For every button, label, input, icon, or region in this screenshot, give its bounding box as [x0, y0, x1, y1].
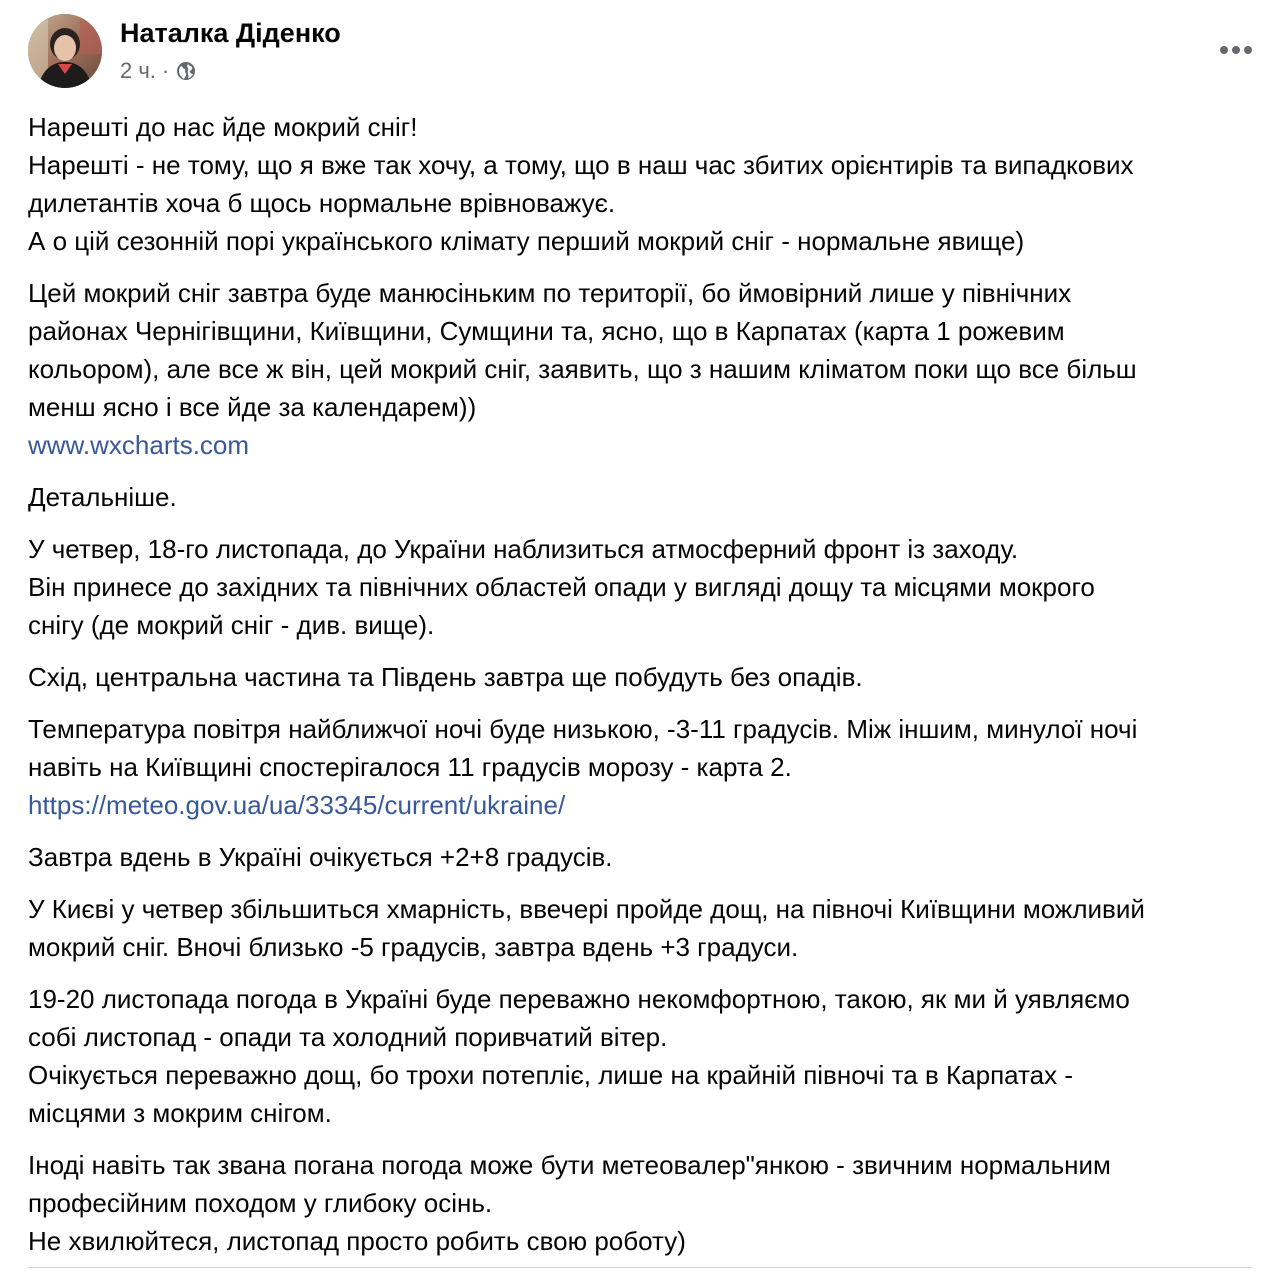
text-line: Завтра вдень в Україні очікується +2+8 градусів. [28, 842, 613, 872]
paragraph [28, 658, 1258, 696]
text-line: місцями з мокрим снігом. [28, 1098, 332, 1128]
avatar[interactable] [28, 14, 102, 88]
text-line: А о цій сезонній порі українського клімату перший мокрий сніг - нормальне явище) [28, 226, 1025, 256]
text-line: Не хвилюйтеся, листопад просто робить свою роботу) [28, 1226, 686, 1256]
author-name[interactable]: Наталка Діденко [120, 18, 341, 48]
text-line: професійним походом у глибоку осінь. [28, 1188, 493, 1218]
paragraph [28, 890, 1258, 966]
paragraph [28, 530, 1258, 644]
text-line: Цей мокрий сніг завтра буде манюсіньким по території, бо ймовірний лише у північних [28, 278, 1072, 308]
text-line: Іноді навіть так звана погана погода може бути метеовалер"янкою - звичним нормальним [28, 1150, 1111, 1180]
post-divider [28, 1267, 1252, 1268]
meta-separator: · [161, 58, 170, 83]
text-line: районах Чернігівщини, Київщини, Сумщини та, ясно, що в Карпатах (карта 1 рожевим [28, 316, 1065, 346]
text-line: Нарешті до нас йде мокрий сніг! [28, 112, 418, 142]
text-line: 19-20 листопада погода в Україні буде переважно некомфортною, такою, як ми й уявляємо [28, 984, 1130, 1014]
globe-icon[interactable] [175, 60, 197, 82]
paragraph [28, 478, 1258, 516]
text-line: У Києві у четвер збільшиться хмарність, ввечері пройде дощ, на півночі Київщини можливий [28, 894, 1145, 924]
text-line: снігу (де мокрий сніг - див. вище). [28, 610, 435, 640]
paragraph [28, 710, 1258, 824]
text-line: Температура повітря найближчої ночі буде низькою, -3-11 градусів. Між іншим, минулої ночі [28, 714, 1138, 744]
text-line: Нарешті - не тому, що я вже так хочу, а тому, що в наш час збитих орієнтирів та випадкових [28, 150, 1134, 180]
post-header [28, 14, 1252, 92]
text-line: Схід, центральна частина та Південь завтра ще побудуть без опадів. [28, 662, 863, 692]
post-time[interactable]: 2 ч. [120, 58, 156, 83]
text-line: Очікується переважно дощ, бо трохи потепліє, лише на крайній півночі та в Карпатах - [28, 1060, 1073, 1090]
paragraph [28, 838, 1258, 876]
text-line: Детальніше. [28, 482, 177, 512]
paragraph [28, 274, 1258, 464]
text-line: дилетантів хоча б щось нормальне врівноважує. [28, 188, 616, 218]
text-line: Він принесе до західних та північних областей опади у вигляді дощу та місцями мокрого [28, 572, 1095, 602]
post-meta [120, 58, 197, 84]
text-line: мокрий сніг. Вночі близько -5 градусів, завтра вдень +3 градуси. [28, 932, 799, 962]
text-line: навіть на Київщині спостерігалося 11 градусів морозу - карта 2. [28, 752, 792, 782]
more-horizontal-icon[interactable] [1212, 32, 1260, 68]
paragraph [28, 980, 1258, 1132]
post-body [28, 108, 1258, 1272]
paragraph [28, 108, 1258, 260]
meteo-link[interactable]: https://meteo.gov.ua/ua/33345/current/ukraine/ [28, 790, 566, 820]
text-line: менш ясно і все йде за календарем)) [28, 392, 477, 422]
paragraph [28, 1146, 1258, 1260]
wxcharts-link[interactable]: www.wxcharts.com [28, 430, 250, 460]
text-line: У четвер, 18-го листопада, до України наблизиться атмосферний фронт із заходу. [28, 534, 1019, 564]
avatar-photo [28, 14, 102, 88]
text-line: собі листопад - опади та холодний поривчатий вітер. [28, 1022, 668, 1052]
text-line: кольором), але все ж він, цей мокрий сніг, заявить, що з нашим кліматом поки що все більш [28, 354, 1137, 384]
